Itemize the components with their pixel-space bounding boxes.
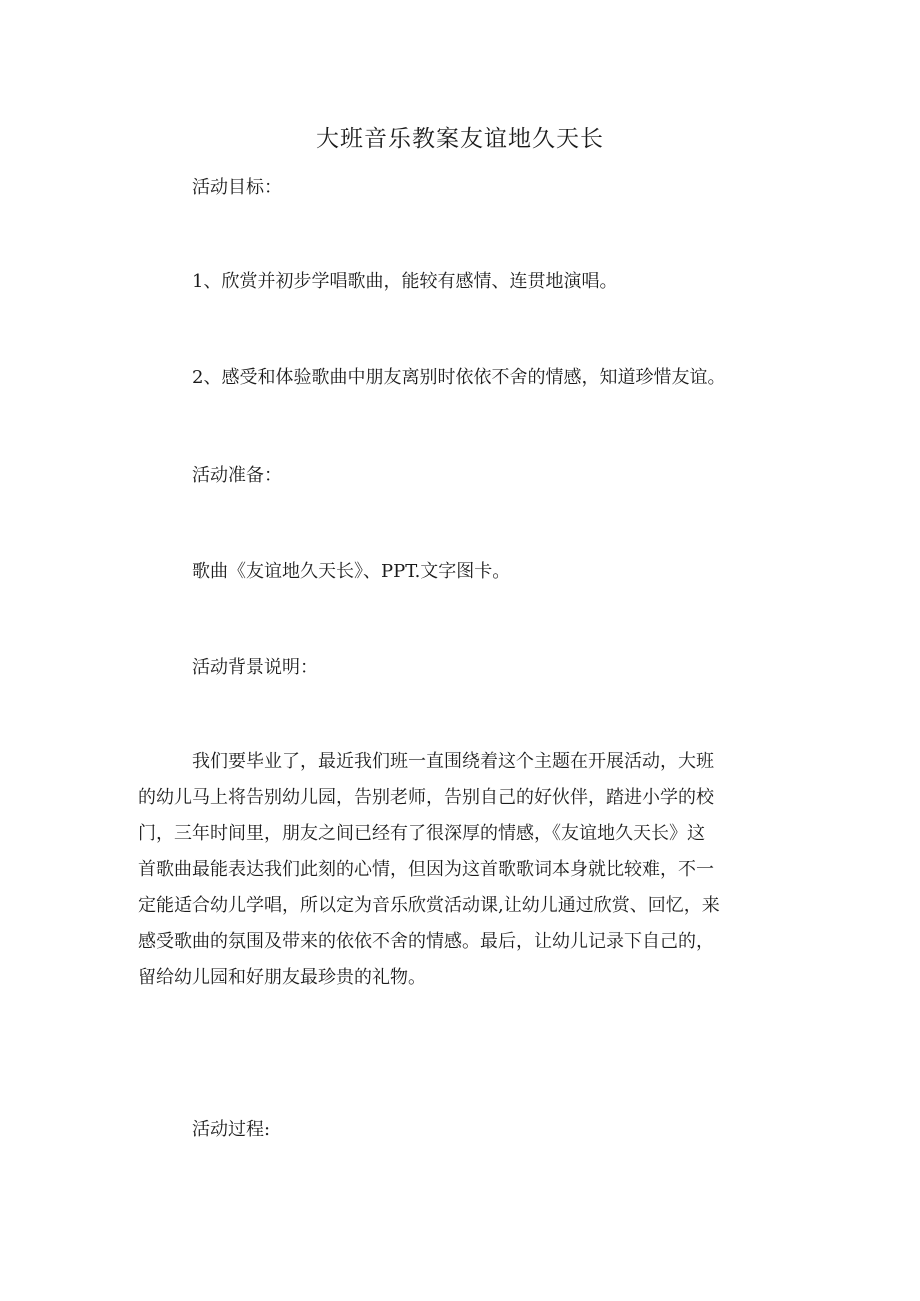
section-heading-goals: 活动目标： bbox=[192, 177, 282, 198]
background-line: 门，三年时间里，朋友之间已经有了很深厚的情感，《友谊地久天长》这 bbox=[138, 823, 705, 844]
background-line: 我们要毕业了，最近我们班一直围绕着这个主题在开展活动，大班 bbox=[192, 751, 714, 772]
background-line: 留给幼儿园和好朋友最珍贵的礼物。 bbox=[138, 967, 426, 988]
background-line: 感受歌曲的氛围及带来的依依不舍的情感。最后，让幼儿记录下自己的， bbox=[138, 931, 714, 952]
section-heading-process: 活动过程: bbox=[192, 1119, 271, 1140]
section-heading-background: 活动背景说明： bbox=[192, 657, 318, 678]
preparation-text: 歌曲《友谊地久天长》、PPT.文字图卡。 bbox=[192, 561, 511, 582]
background-paragraph bbox=[138, 744, 788, 996]
goal-item-2: 2、感受和体验歌曲中朋友离别时依依不舍的情感，知道珍惜友谊。 bbox=[192, 367, 726, 388]
background-line: 首歌曲最能表达我们此刻的心情，但因为这首歌歌词本身就比较难，不一 bbox=[138, 859, 714, 880]
background-line: 定能适合幼儿学唱，所以定为音乐欣赏活动课,让幼儿通过欣赏、回忆，来 bbox=[138, 895, 720, 916]
background-line: 的幼儿马上将告别幼儿园，告别老师，告别自己的好伙伴，踏进小学的校 bbox=[138, 787, 714, 808]
section-heading-preparation: 活动准备： bbox=[192, 465, 282, 486]
goal-item-1: 1、欣赏并初步学唱歌曲，能较有感情、连贯地演唱。 bbox=[192, 271, 618, 292]
document-title: 大班音乐教案友谊地久天长 bbox=[316, 126, 604, 152]
